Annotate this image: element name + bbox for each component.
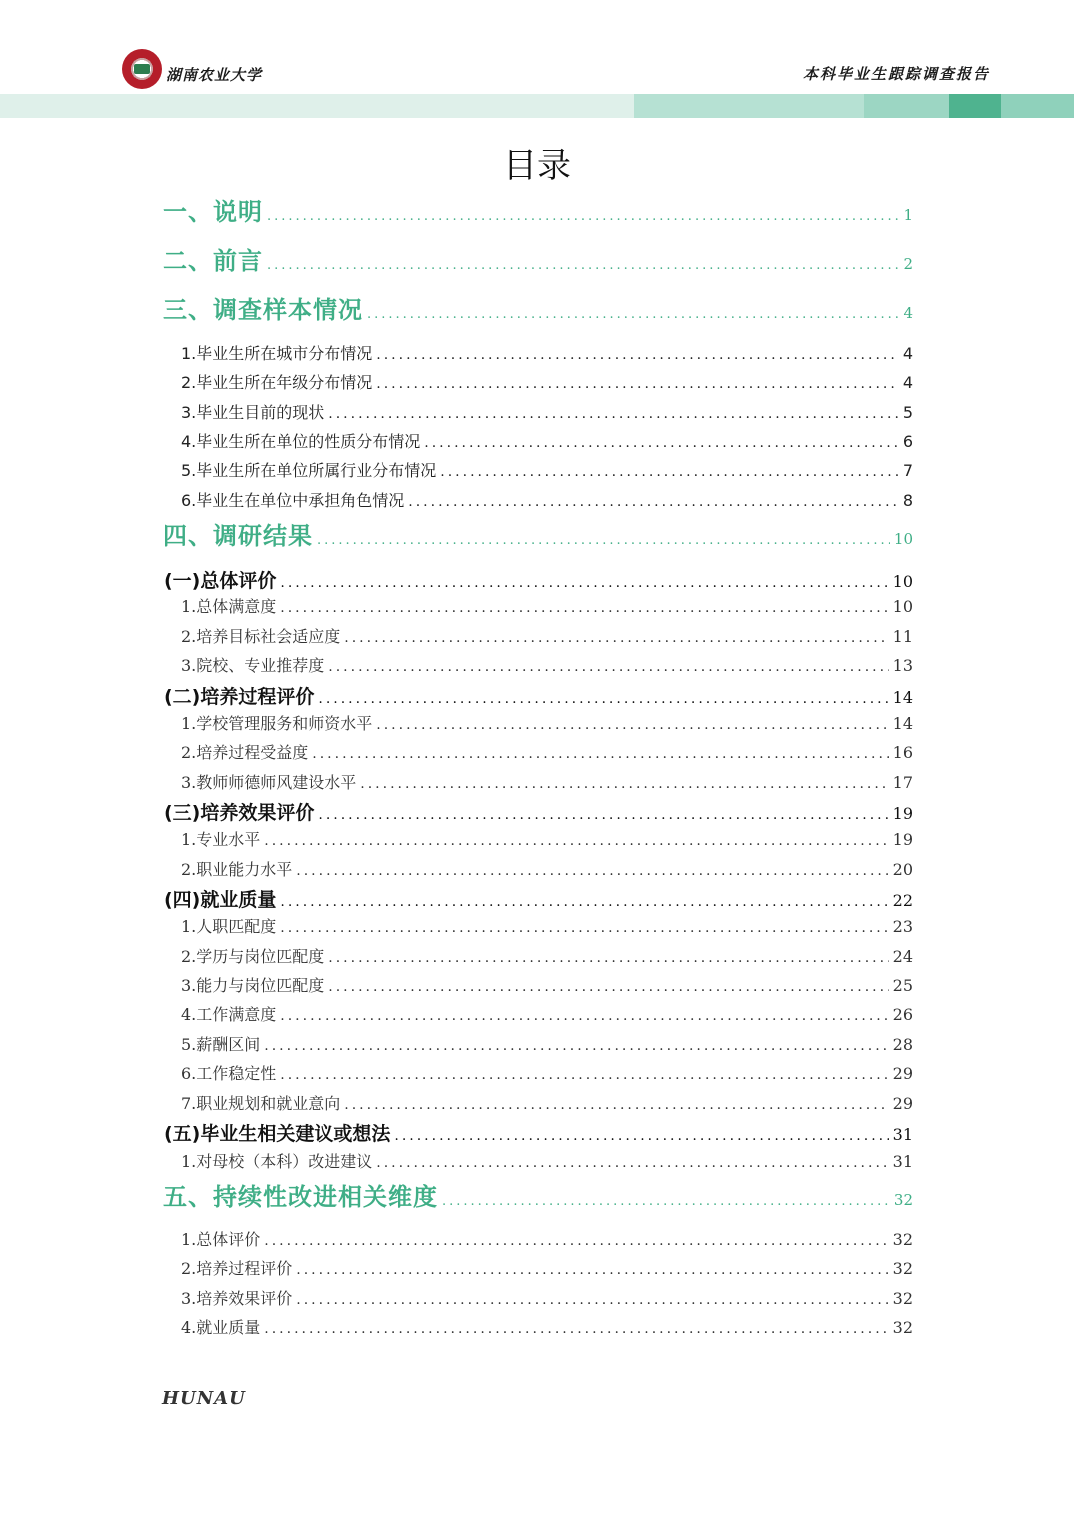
toc-entry[interactable] (181, 944, 913, 967)
toc-leader-dots (296, 863, 888, 879)
toc-entry[interactable] (181, 653, 913, 676)
header-band (864, 94, 949, 118)
toc-leader-dots (344, 1097, 888, 1113)
toc-entry[interactable] (181, 1032, 913, 1055)
toc-entry-page: 32 (892, 1230, 913, 1249)
toc-leader-dots (318, 807, 888, 823)
toc-leader-dots (328, 406, 899, 422)
toc-entry-label: 3.教师师德师风建设水平 (181, 773, 357, 792)
toc-leader-dots (328, 659, 888, 675)
toc-leader-dots (264, 1233, 888, 1249)
toc-entry-label: 1.学校管理服务和师资水平 (181, 714, 373, 733)
toc-entry-label: 3.能力与岗位匹配度 (181, 976, 325, 995)
toc-leader-dots (408, 494, 899, 510)
toc-entry-page: 28 (892, 1035, 913, 1054)
toc-entry-page: 2 (903, 255, 913, 273)
toc-entry-page: 19 (892, 804, 913, 823)
toc-entry[interactable] (181, 711, 913, 734)
toc-entry-label: 3.院校、专业推荐度 (181, 656, 325, 675)
toc-leader-dots (280, 894, 888, 910)
toc-leader-dots (367, 307, 899, 322)
toc-entry-page: 29 (892, 1094, 913, 1113)
toc-title: 目录 (503, 146, 571, 186)
toc-entry-page: 4 (902, 344, 913, 363)
toc-entry-label: 1.毕业生所在城市分布情况 (181, 344, 373, 363)
toc-entry-label: 1.专业水平 (181, 830, 261, 849)
toc-entry-page: 31 (892, 1152, 913, 1171)
toc-entry-label: 四、调研结果 (163, 522, 313, 550)
toc-entry[interactable] (181, 370, 913, 393)
toc-entry-label: 3.培养效果评价 (181, 1289, 293, 1308)
toc-entry[interactable] (164, 566, 913, 593)
toc-leader-dots (296, 1292, 888, 1308)
toc-entry[interactable] (181, 1149, 913, 1172)
toc-entry-label: 6.工作稳定性 (181, 1064, 277, 1083)
toc-entry-page: 22 (892, 891, 913, 910)
toc-entry-label: 4.就业质量 (181, 1318, 261, 1337)
toc-entry-label: (三)培养效果评价 (164, 802, 315, 824)
toc-entry-label: (二)培养过程评价 (164, 686, 315, 708)
toc-entry-page: 29 (892, 1064, 913, 1083)
toc-entry-label: 三、调查样本情况 (163, 296, 363, 324)
report-title: 本科毕业生跟踪调查报告 (802, 65, 990, 83)
toc-entry-page: 14 (892, 688, 913, 707)
toc-entry-page: 20 (892, 860, 913, 879)
university-logo-icon (122, 49, 162, 89)
toc-entry-label: 5.薪酬区间 (181, 1035, 261, 1054)
header-band (0, 94, 634, 118)
header-band (634, 94, 864, 118)
toc-entry-page: 32 (892, 1289, 913, 1308)
toc-leader-dots (394, 1128, 888, 1144)
toc-entry-page: 1 (903, 206, 913, 224)
toc-entry-page: 7 (902, 461, 913, 480)
toc-entry[interactable] (181, 827, 913, 850)
toc-entry[interactable] (181, 458, 913, 481)
toc-leader-dots (440, 464, 899, 480)
toc-entry-label: 4.毕业生所在单位的性质分布情况 (181, 432, 421, 451)
toc-entry[interactable] (164, 798, 913, 825)
toc-entry-label: 2.职业能力水平 (181, 860, 293, 879)
toc-entry-page: 23 (892, 917, 913, 936)
toc-entry-label: 1.对母校（本科）改进建议 (181, 1152, 373, 1171)
toc-entry[interactable] (163, 192, 913, 227)
toc-entry-label: 6.毕业生在单位中承担角色情况 (181, 491, 405, 510)
toc-entry-page: 4 (902, 373, 913, 392)
toc-entry[interactable] (163, 1177, 913, 1212)
toc-entry-label: 五、持续性改进相关维度 (163, 1183, 438, 1211)
toc-entry-page: 32 (892, 1259, 913, 1278)
toc-entry-page: 13 (892, 656, 913, 675)
toc-entry-label: 二、前言 (163, 247, 263, 275)
toc-entry-label: 2.学历与岗位匹配度 (181, 947, 325, 966)
toc-entry-page: 6 (902, 432, 913, 451)
toc-leader-dots (280, 1067, 888, 1083)
toc-entry-page: 31 (892, 1125, 913, 1144)
toc-entry-label: 一、说明 (163, 198, 263, 226)
toc-leader-dots (344, 630, 888, 646)
toc-entry-page: 10 (893, 530, 913, 548)
toc-entry-label: (一)总体评价 (164, 570, 277, 592)
toc-entry[interactable] (181, 1091, 913, 1114)
toc-leader-dots (442, 1194, 890, 1209)
toc-entry[interactable] (181, 914, 913, 937)
toc-entry[interactable] (181, 1061, 913, 1084)
toc-entry-page: 10 (892, 572, 913, 591)
toc-entry-label: (四)就业质量 (164, 889, 277, 911)
toc-leader-dots (264, 833, 888, 849)
header-band (949, 94, 1001, 118)
toc-leader-dots (328, 979, 888, 995)
toc-entry[interactable] (181, 1002, 913, 1025)
toc-entry[interactable] (163, 516, 913, 551)
toc-entry-label: (五)毕业生相关建议或想法 (164, 1123, 391, 1145)
toc-entry-page: 4 (903, 304, 913, 322)
toc-leader-dots (280, 575, 888, 591)
toc-entry[interactable] (164, 885, 913, 912)
footer-mark: HUNAU (162, 1388, 246, 1409)
toc-entry[interactable] (163, 241, 913, 276)
toc-entry-page: 16 (892, 743, 913, 762)
toc-leader-dots (267, 209, 899, 224)
toc-entry-page: 19 (892, 830, 913, 849)
toc-entry-label: 2.培养目标社会适应度 (181, 627, 341, 646)
university-name: 湖南农业大学 (166, 66, 263, 84)
toc-leader-dots (267, 258, 899, 273)
toc-leader-dots (360, 776, 888, 792)
toc-entry-page: 10 (892, 597, 913, 616)
toc-entry[interactable] (163, 290, 913, 325)
toc-leader-dots (318, 691, 888, 707)
toc-entry[interactable] (181, 1286, 913, 1309)
toc-entry[interactable] (181, 770, 913, 793)
toc-leader-dots (376, 1155, 888, 1171)
toc-entry[interactable] (181, 341, 913, 364)
toc-leader-dots (376, 376, 899, 392)
toc-entry[interactable] (181, 740, 913, 763)
toc-entry-page: 14 (892, 714, 913, 733)
toc-entry[interactable] (181, 1256, 913, 1279)
toc-leader-dots (376, 347, 899, 363)
toc-entry[interactable] (181, 973, 913, 996)
toc-leader-dots (280, 1008, 888, 1024)
toc-entry[interactable] (181, 429, 913, 452)
toc-entry-page: 32 (892, 1318, 913, 1337)
toc-entry-page: 11 (892, 627, 913, 646)
toc-entry-label: 2.培养过程评价 (181, 1259, 293, 1278)
toc-entry-page: 5 (902, 403, 913, 422)
toc-entry-page: 26 (892, 1005, 913, 1024)
toc-entry[interactable] (164, 682, 913, 709)
toc-entry[interactable] (181, 624, 913, 647)
toc-entry-page: 25 (892, 976, 913, 995)
toc-entry-label: 2.毕业生所在年级分布情况 (181, 373, 373, 392)
toc-entry[interactable] (181, 594, 913, 617)
toc-entry-label: 5.毕业生所在单位所属行业分布情况 (181, 461, 437, 480)
toc-entry-label: 1.总体评价 (181, 1230, 261, 1249)
toc-leader-dots (328, 950, 888, 966)
toc-leader-dots (317, 533, 890, 548)
toc-entry[interactable] (181, 857, 913, 880)
toc-entry-label: 7.职业规划和就业意向 (181, 1094, 341, 1113)
toc-entry-label: 2.培养过程受益度 (181, 743, 309, 762)
toc-entry-page: 17 (892, 773, 913, 792)
toc-entry[interactable] (181, 1315, 913, 1338)
toc-entry-label: 1.总体满意度 (181, 597, 277, 616)
toc-leader-dots (280, 920, 888, 936)
toc-leader-dots (376, 717, 888, 733)
toc-entry-label: 1.人职匹配度 (181, 917, 277, 936)
toc-leader-dots (424, 435, 899, 451)
toc-entry-page: 32 (893, 1191, 913, 1209)
toc-entry[interactable] (181, 1227, 913, 1250)
toc-leader-dots (264, 1321, 888, 1337)
toc-leader-dots (264, 1038, 888, 1054)
toc-entry-page: 8 (902, 491, 913, 510)
toc-entry[interactable] (181, 400, 913, 423)
toc-leader-dots (296, 1262, 888, 1278)
header-band (1001, 94, 1074, 118)
toc-leader-dots (280, 600, 888, 616)
toc-leader-dots (312, 746, 888, 762)
toc-entry-label: 3.毕业生目前的现状 (181, 403, 325, 422)
toc-entry-page: 24 (892, 947, 913, 966)
toc-entry[interactable] (164, 1119, 913, 1146)
page-header (0, 0, 1074, 120)
toc-entry[interactable] (181, 488, 913, 511)
toc-entry-label: 4.工作满意度 (181, 1005, 277, 1024)
